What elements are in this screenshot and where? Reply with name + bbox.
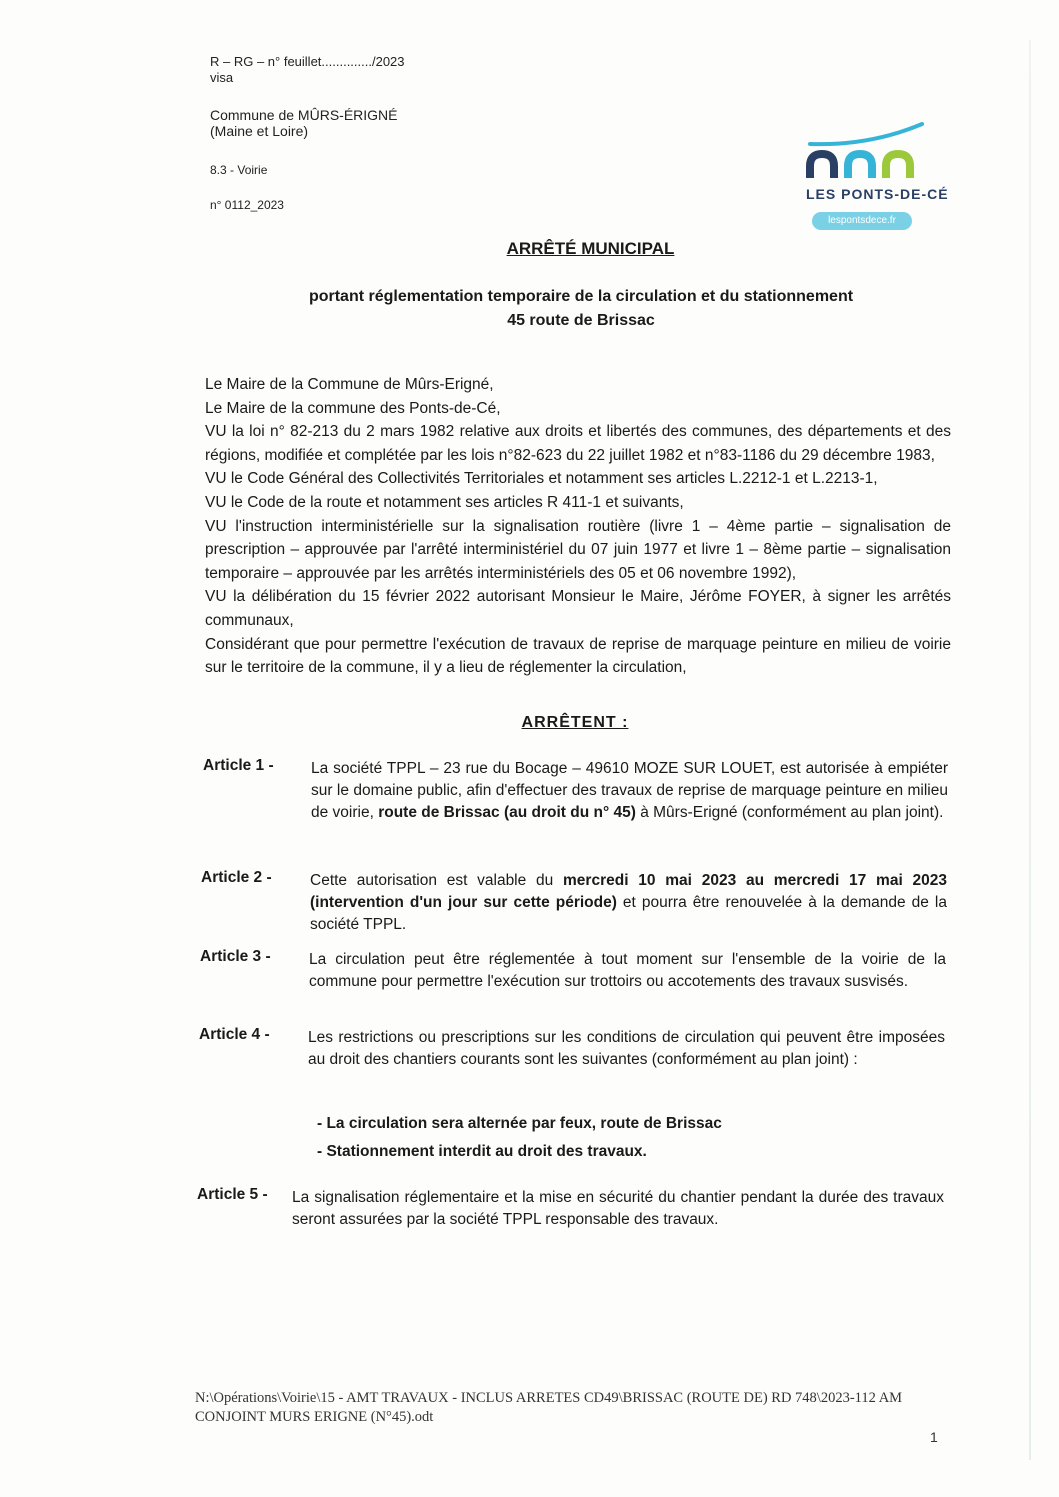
article-text-part: Cette autorisation est valable du xyxy=(310,872,564,889)
article-text: La signalisation réglementaire et la mise en sécurité du chantier pendant la durée des travaux seront assurées par la société TPPL responsable des travaux. xyxy=(292,1189,944,1228)
preamble-line: VU la loi n° 82-213 du 2 mars 1982 relative aux droits et libertés des communes, des départements et des régions, modifiée et complétée par les lois n°82-623 du 22 juillet 1982 et n°83-1186 du 29 décembre 1983, xyxy=(205,423,951,464)
document-title xyxy=(0,239,1059,259)
subtitle-line-2: 45 route de Brissac xyxy=(507,312,655,329)
logo-url: lespontsdece.fr xyxy=(812,212,912,230)
preamble-line: Le Maire de la Commune de Mûrs-Erigné, xyxy=(205,376,494,393)
article-label: Article 2 - xyxy=(201,869,272,886)
decision-heading xyxy=(0,714,1059,732)
decision-heading-text: ARRÊTENT : xyxy=(521,714,629,731)
page-number: 1 xyxy=(930,1429,938,1445)
article-label: Article 1 - xyxy=(203,757,274,774)
preamble-line: VU le Code Général des Collectivités Territoriales et notamment ses articles L.2212-1 et L.2213-1, xyxy=(205,470,878,488)
article-text-part: La société TPPL – 23 rue du Bocage – 49610 MOZE SUR LOUET, est autorisée à empiéter sur le domaine public, afin d'effectuer des travaux de reprise de marquage peinture en milieu de voirie, xyxy=(311,760,948,821)
document-category: 8.3 - Voirie xyxy=(210,163,268,177)
prescription-item: - La circulation sera alternée par feux, route de Brissac xyxy=(317,1115,722,1132)
article-label: Article 5 - xyxy=(197,1186,268,1203)
file-path-footer: N:\Opérations\Voirie\15 - AMT TRAVAUX - INCLUS ARRETES CD49\BRISSAC (ROUTE DE) RD 748\2023-112 AM CONJOINT MURS ERIGNE (N°45).odt xyxy=(195,1390,903,1425)
article-text: La circulation peut être réglementée à tout moment sur l'ensemble de la voirie de la commune pour permettre l'exécution sur trottoirs ou accotements des travaux susvisés. xyxy=(309,951,946,990)
article-text xyxy=(311,758,948,824)
article-label: Article 4 - xyxy=(199,1026,270,1043)
article-text: Les restrictions ou prescriptions sur les conditions de circulation qui peuvent être imposées au droit des chantiers courants sont les suivantes (conformément au plan joint) : xyxy=(308,1029,945,1068)
document-number: n° 0112_2023 xyxy=(210,198,284,212)
visa-label: visa xyxy=(210,70,234,85)
logo-name: LES PONTS-DE-CÉ xyxy=(806,186,949,202)
commune-name: Commune de MÛRS-ÉRIGNÉ xyxy=(210,107,398,123)
commune-region: (Maine et Loire) xyxy=(210,123,309,139)
article-label: Article 3 - xyxy=(200,948,271,965)
preamble-line: VU le Code de la route et notamment ses articles R 411-1 et suivants, xyxy=(205,493,684,511)
article-text-bold: mercredi 10 mai 2023 au mercredi 17 mai 2023 (intervention d'un jour sur cette période) xyxy=(310,872,947,911)
preamble-line: Considérant que pour permettre l'exécution de travaux de reprise de marquage peinture en milieu de voirie sur le territoire de la commune, il y a lieu de réglementer la circulation, xyxy=(205,635,951,677)
preamble xyxy=(205,373,951,680)
article-text-bold: route de Brissac (au droit du n° 45) xyxy=(378,804,636,821)
prescription-item: - Stationnement interdit au droit des travaux. xyxy=(317,1143,647,1160)
article-text-part: et pourra être renouvelée à la demande de la société TPPL. xyxy=(310,894,947,933)
preamble-line: VU la délibération du 15 février 2022 autorisant Monsieur le Maire, Jérôme FOYER, à signer les arrêtés communaux, xyxy=(205,588,951,629)
article-text xyxy=(310,870,947,936)
article-text-part: à Mûrs-Erigné (conformément au plan joint). xyxy=(635,804,944,821)
subtitle-line-1: portant réglementation temporaire de la circulation et du stationnement xyxy=(308,288,854,305)
reference-line: R – RG – n° feuillet............../2023 xyxy=(210,54,405,69)
preamble-line: Le Maire de la commune des Ponts-de-Cé, xyxy=(205,399,501,417)
preamble-line: VU l'instruction interministérielle sur la signalisation routière (livre 1 – 4ème partie – signalisation de prescription – approuvée par l'arrêté interministériel du 07 juin 1977 et livre 1 – 8ème partie – signalisation temporaire – approuvée par les arrêtés interministériels des 05 et 06 novembre 1992), xyxy=(205,517,951,582)
document-title-text: ARRÊTÉ MUNICIPAL xyxy=(506,239,675,258)
